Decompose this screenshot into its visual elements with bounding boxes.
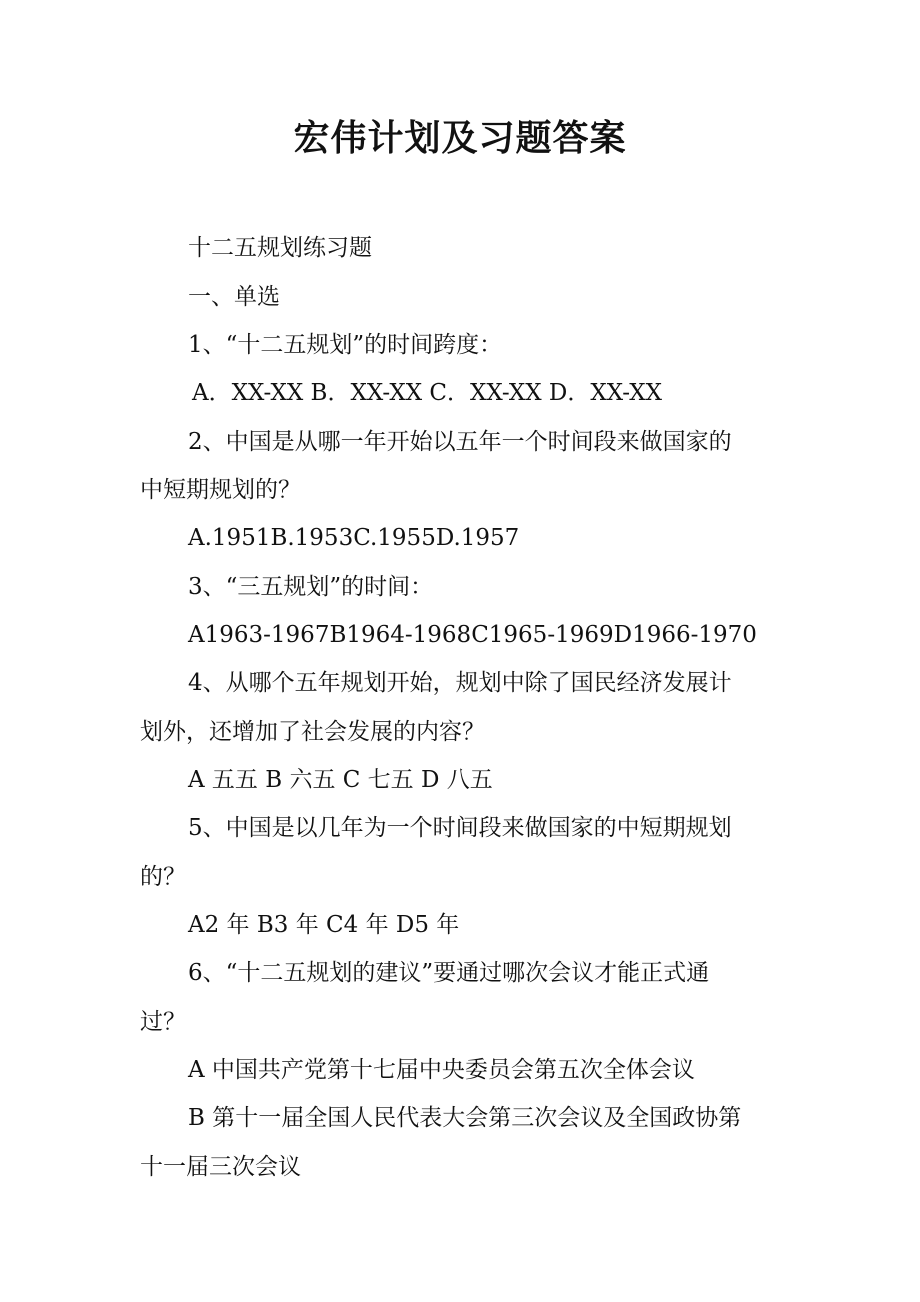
question-4-continued: 划外，还增加了社会发展的内容？: [140, 719, 485, 745]
question-5-continued: 的？: [140, 864, 186, 890]
question-6: 6、“十二五规划的建议”要通过哪次会议才能正式通: [188, 960, 710, 986]
subsection-heading: 一、单选: [188, 284, 280, 310]
question-6-option-a: A 中国共产党第十七届中央委员会第五次全体会议: [188, 1057, 695, 1083]
question-3-options: A1963-1967B1964-1968C1965-1969D1966-1970: [188, 622, 757, 648]
question-5-options: A2 年 B3 年 C4 年 D5 年: [188, 912, 460, 938]
question-1: 1、“十二五规划”的时间跨度：: [188, 332, 503, 358]
document-title: 宏伟计划及习题答案: [293, 117, 627, 159]
question-1-options: A．XX-XX B．XX-XX C．XX-XX D．XX-XX: [192, 380, 662, 406]
question-2-options: A.1951B.1953C.1955D.1957: [188, 525, 520, 551]
question-2-continued: 中短期规划的？: [140, 477, 301, 503]
question-5: 5、中国是以几年为一个时间段来做国家的中短期规划: [188, 815, 732, 841]
question-6-option-b: B 第十一届全国人民代表大会第三次会议及全国政协第: [188, 1105, 742, 1131]
question-2: 2、中国是从哪一年开始以五年一个时间段来做国家的: [188, 429, 732, 455]
question-3: 3、“三五规划”的时间：: [188, 574, 434, 600]
question-4-options: A 五五 B 六五 C 七五 D 八五: [188, 767, 493, 793]
question-6-option-b-continued: 十一届三次会议: [140, 1154, 301, 1180]
question-4: 4、从哪个五年规划开始，规划中除了国民经济发展计: [188, 670, 732, 696]
question-6-continued: 过？: [140, 1009, 186, 1035]
section-heading: 十二五规划练习题: [188, 235, 372, 261]
